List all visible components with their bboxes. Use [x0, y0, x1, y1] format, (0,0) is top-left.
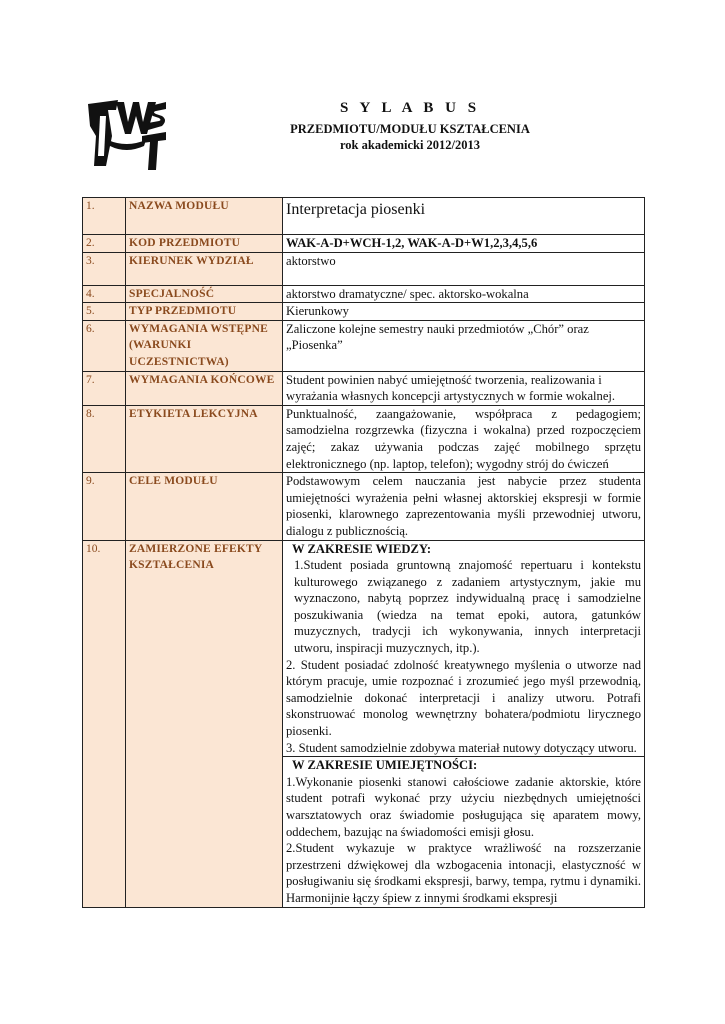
prerequisites-value: Zaliczone kolejne semestry nauki przedmiotów „Chór” oraz „Piosenka”	[283, 320, 645, 371]
skills-point: 1.Wykonanie piosenki stanowi całościowe zadanie aktorskie, które student potrafi wykonać przy użyciu niezbędnych umiejętności warsztatowych oraz świadomie posługująca się aparatem mowy, oddechem, bazując na świadomości emisji głosu.	[286, 774, 641, 839]
row-number: 4.	[83, 285, 126, 303]
row-label: ZAMIERZONE EFEKTY KSZTAŁCENIA	[126, 540, 283, 907]
row-number: 2.	[83, 235, 126, 253]
row-label: WYMAGANIA WSTĘPNE (WARUNKI UCZESTNICTWA)	[126, 320, 283, 371]
row-label: TYP PRZEDMIOTU	[126, 303, 283, 321]
specialty-value: aktorstwo dramatyczne/ spec. aktorsko-wokalna	[283, 285, 645, 303]
table-row	[83, 540, 645, 757]
skills-point: 2.Student wykazuje w praktyce wrażliwość na rozszerzanie przestrzeni dźwiękowej dla wzbogacenia intonacji, elastyczność w posługiwaniu się środkami ekspresji, barwy, tempa, rytmu i dynamiki. Harmonijnie łączy śpiew z innymi środkami ekspresji	[286, 841, 641, 905]
table-row	[83, 371, 645, 405]
row-label: ETYKIETA LEKCYJNA	[126, 405, 283, 472]
row-number: 8.	[83, 405, 126, 472]
knowledge-point: 3. Student samodzielnie zdobywa materiał nutowy dotyczący utworu.	[286, 740, 637, 755]
syllabus-title: S Y L A B U S	[339, 100, 481, 116]
row-number: 9.	[83, 473, 126, 540]
module-goals-value: Podstawowym celem nauczania jest nabycie przez studenta umiejętności wyrażenia pełni własnej aktorskiej ekspresji w formie piosenki, klarownego zaprezentowania myśli przewodniej utworu, dialogu z publicznością.	[283, 473, 645, 540]
row-label: KOD PRZEDMIOTU	[126, 235, 283, 253]
table-row	[83, 285, 645, 303]
row-label: WYMAGANIA KOŃCOWE	[126, 371, 283, 405]
row-number: 3.	[83, 252, 126, 285]
field-faculty-value: aktorstwo	[283, 252, 645, 285]
knowledge-point: 2. Student posiadać zdolność kreatywnego myślenia o utworze nad którym pracuje, umie rozpoznać i zrozumieć jego myśl przewodnią, samodzielnie dokonać interpretacji i analizy utworu. Potrafi skonstruować monolog wewnętrzny bohatera/podmiotu lirycznego piosenki.	[286, 657, 641, 739]
table-row	[83, 235, 645, 253]
final-requirements-value: Student powinien nabyć umiejętność tworzenia, realizowania i wyrażania własnych koncepcji artystycznych w formie wokalnej.	[283, 371, 645, 405]
course-type-value: Kierunkowy	[283, 303, 645, 321]
skills-outcomes	[283, 757, 645, 907]
knowledge-heading: W ZAKRESIE WIEDZY:	[292, 541, 432, 556]
syllabus-header	[250, 100, 570, 153]
knowledge-outcomes	[283, 540, 645, 757]
row-number: 10.	[83, 540, 126, 907]
row-number: 7.	[83, 371, 126, 405]
academic-year: rok akademicki 2012/2013	[339, 138, 481, 152]
syllabus-table	[82, 197, 645, 908]
table-row	[83, 320, 645, 371]
module-name-value: Interpretacja piosenki	[283, 198, 645, 235]
pwst-logo-graphic	[86, 96, 168, 174]
class-etiquette-value: Punktualność, zaangażowanie, współpraca z pedagogiem; samodzielna rozgrzewka (fizyczna i wokalna) przed rozpoczęciem zajęć; zakaz używania podczas zajęć mobilnego sprzętu elektronicznego (np. laptop, telefon); wygodny strój do ćwiczeń	[283, 405, 645, 472]
row-number: 1.	[83, 198, 126, 235]
row-number: 5.	[83, 303, 126, 321]
row-label: SPECJALNOŚĆ	[126, 285, 283, 303]
knowledge-point: 1.Student posiada gruntowną znajomość repertuaru i kontekstu kulturowego związanego z zadaniem artystycznym, jakie mu wyznaczono, nabytą poprzez indywidualną pracę i samodzielne poszukiwania (wiedza na temat epoki, autora, gatunków muzycznych, tradycji ich wykonywania, innych interpretacji utworu, inspiracji muzycznych, itp.).	[294, 558, 641, 656]
table-row	[83, 473, 645, 540]
row-number: 6.	[83, 320, 126, 371]
row-label: KIERUNEK WYDZIAŁ	[126, 252, 283, 285]
table-row	[83, 405, 645, 472]
row-label: NAZWA MODUŁU	[126, 198, 283, 235]
syllabus-subtitle: PRZEDMIOTU/MODUŁU KSZTAŁCENIA	[290, 122, 530, 136]
course-code-value: WAK-A-D+WCH-1,2, WAK-A-D+W1,2,3,4,5,6	[283, 235, 645, 253]
row-label: CELE MODUŁU	[126, 473, 283, 540]
table-row	[83, 198, 645, 235]
pwst-logo	[86, 96, 168, 174]
table-row	[83, 252, 645, 285]
table-row	[83, 303, 645, 321]
skills-heading: W ZAKRESIE UMIEJĘTNOŚCI:	[292, 758, 478, 773]
